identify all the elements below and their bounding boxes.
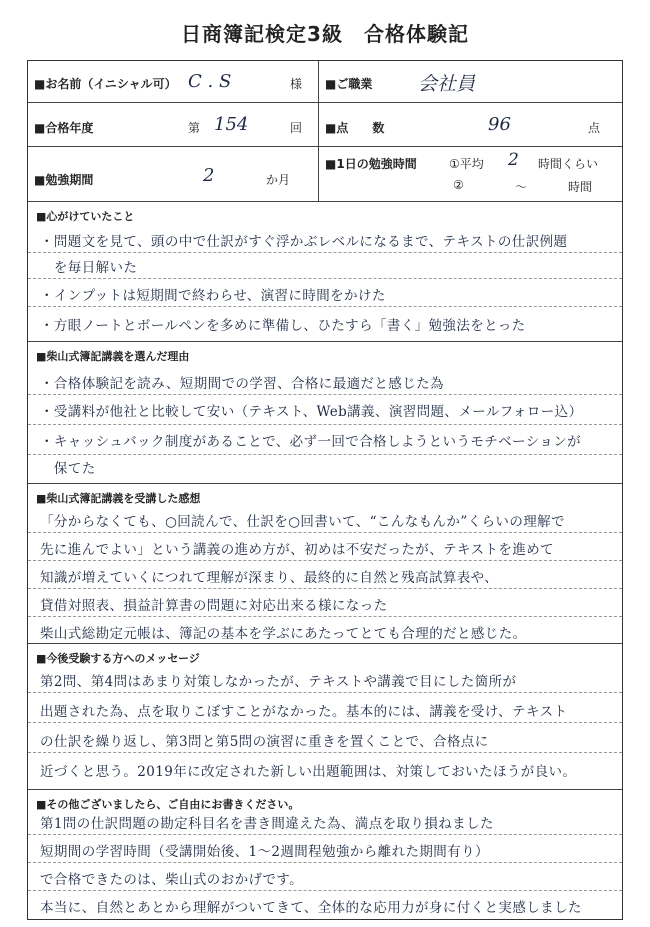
section-line: ・インプットは短期間で終わらせ、演習に時間をかけた [40,288,386,304]
pass-term-value: 154 [214,114,249,135]
section-line: の仕訳を繰り返し、第3問と第5問の演習に重きを置くことで、合格点に [40,734,489,750]
section-heading: ■その他ございましたら、ご自由にお書きください。 [36,798,300,811]
section-line: ・キャッシュバック制度があることで、必ず一回で合格しようというモチベーションが [40,434,582,450]
pass-term-label: ■合格年度 [34,121,94,135]
section-heading: ■柴山式簿記講義を選んだ理由 [36,350,190,363]
section-line: を毎日解いた [40,260,138,276]
section-message [28,644,622,790]
section-line: ・方眼ノートとボールペンを多めに準備し、ひたすら「書く」勉強法をとった [40,318,526,334]
occupation-label: ■ご職業 [325,77,373,91]
study-period-label: ■勉強期間 [34,173,94,187]
study-period-value: 2 [203,165,215,186]
occupation-value: 会社員 [418,73,476,95]
name-suffix: 様 [290,77,303,91]
section-line: 保てた [40,461,96,477]
section-line: 近づくと思う。2019年に改定された新しい出題範囲は、対策しておいたほうが良い。 [40,764,577,780]
section-line: 「分からなくても、○回読んで、仕訳を○回書いて、“こんなもんか”くらいの理解で [40,514,565,530]
daily-option2-label: ② [453,178,464,192]
section-other [28,790,622,919]
section-line: 貸借対照表、損益計算書の問題に対応出来る様になった [40,598,388,614]
study-period-suffix: か月 [266,173,291,187]
section-line: 知識が増えていくにつれて理解が深まり、最終的に自然と残高試算表や、 [40,570,499,586]
score-label: ■点 数 [325,121,385,135]
score-suffix: 点 [588,121,601,135]
section-line: 出題された為、点を取りこぼすことがなかった。基本的には、講義を受け、テキスト [40,704,568,720]
section-line: 先に進んでよい」という講義の進め方が、初めは不安だったが、テキストを進めて [40,542,555,558]
daily-option2-sep: 〜 [515,180,528,194]
section-line: 柴山式総勘定元帳は、簿記の基本を学ぶにあたってとても合理的だと感じた。 [40,626,527,642]
section-line: ・問題文を見て、頭の中で仕訳がすぐ浮かぶレベルになるまで、テキストの仕訳例題 [40,234,568,250]
daily-option2-suffix: 時間 [568,180,593,194]
section-line: 第2問、第4問はあまり対策しなかったが、テキストや講義で目にした箇所が [40,674,517,690]
row-study [28,147,622,202]
section-line: 本当に、自然とあとから理解がついてきて、全体的な応用力が身に付くと実感しました [40,900,582,916]
pass-term-prefix: 第 [188,121,201,135]
section-impression [28,484,622,644]
page-title: 日商簿記検定3級 合格体験記 [181,22,469,46]
name-label: ■お名前（イニシャル可） [34,77,177,91]
pass-term-suffix: 回 [290,121,303,135]
section-line: ・合格体験記を読み、短期間での学習、合格に最適だと感じた為 [40,376,444,392]
daily-option1-label: ①平均 [449,157,484,171]
section-reason [28,342,622,484]
score-value: 96 [488,114,511,135]
row-name [28,61,622,103]
section-heading: ■今後受験する方へのメッセージ [36,652,200,665]
experience-form [27,60,623,920]
section-heading: ■柴山式簿記講義を受講した感想 [36,492,201,505]
daily-option1-value: 2 [508,150,519,170]
daily-option1-suffix: 時間くらい [538,157,599,171]
section-line: ・受講料が他社と比較して安い（テキスト、Web講義、演習問題、メールフォロー込） [40,404,583,420]
row-pass [28,103,622,147]
section-line: 短期間の学習時間（受講開始後、1〜2週間程勉強から離れた期間有り） [40,844,489,860]
section-mindset [28,202,622,342]
daily-study-label: ■1日の勉強時間 [325,157,417,171]
name-value: C . S [188,71,232,92]
section-line: 第1問の仕訳問題の勘定科目名を書き間違えた為、満点を取り損ねました [40,816,494,832]
section-line: で合格できたのは、柴山式のおかげです。 [40,872,304,888]
section-heading: ■心がけていたこと [36,210,135,223]
